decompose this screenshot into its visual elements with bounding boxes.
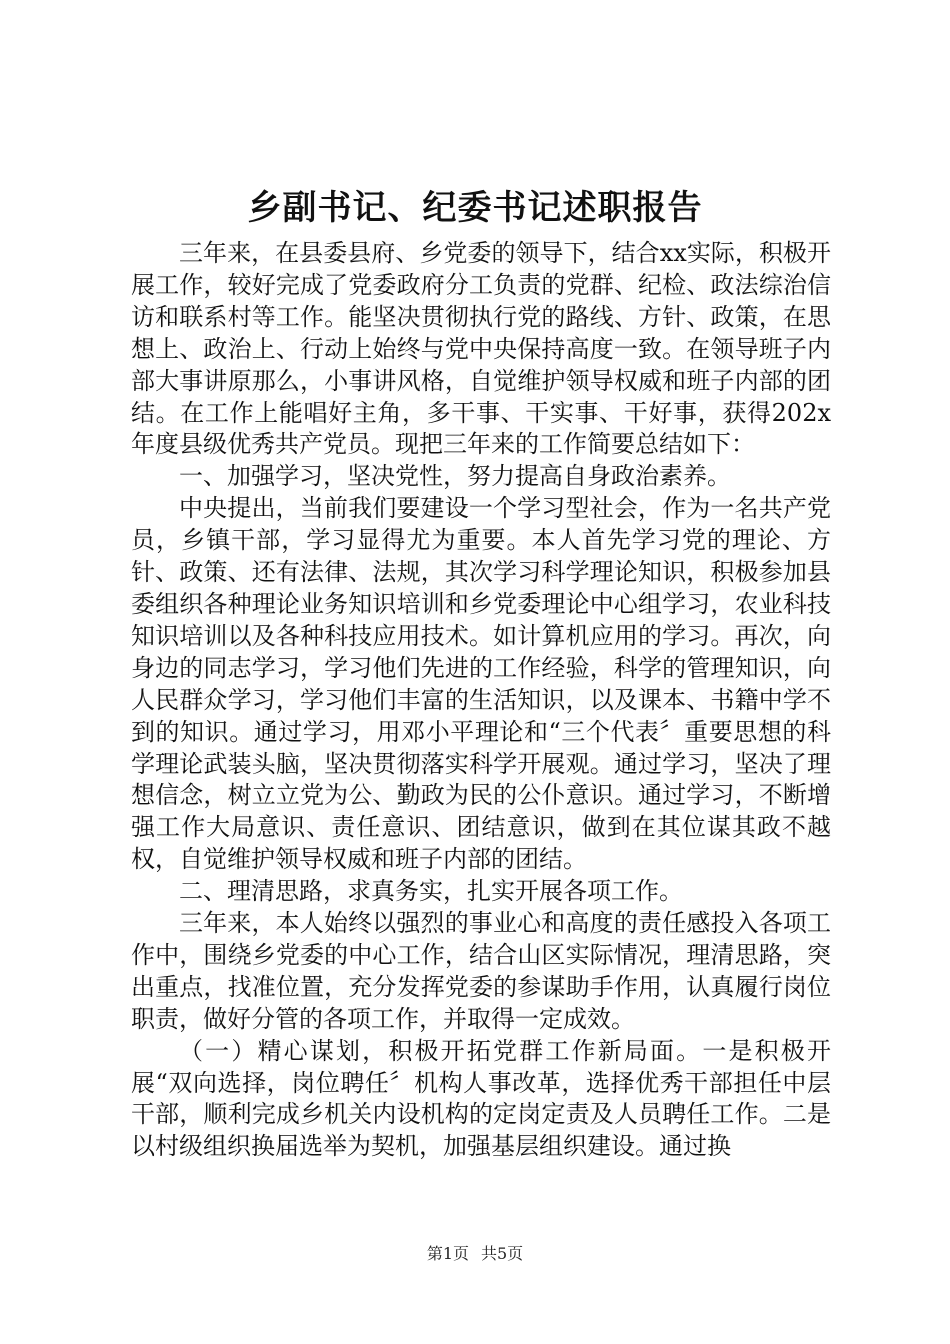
paragraph-work: 三年来，本人始终以强烈的事业心和高度的责任感投入各项工作中，围绕乡党委的中心工作，结合山区实际情况，理清思路，突出重点，找准位置，充分发挥党委的参谋助手作用，认真履行岗位职责，做好分管的各项工作，并取得一定成效。 [131,909,831,1033]
paragraph-intro: 三年来，在县委县府、乡党委的领导下，结合xx实际，积极开展工作，较好完成了党委政府分工负责的党群、纪检、政法综治信访和联系村等工作。能坚决贯彻执行党的路线、方针、政策，在思想上、政治上、行动上始终与党中央保持高度一致。在领导班子内部大事讲原那么，小事讲风格，自觉维护领导权威和班子内部的团结。在工作上能唱好主角，多干事、干实事、干好事，获得202x年度县级优秀共产党员。现把三年来的工作简要总结如下： [131,239,831,459]
document-title: 乡副书记、纪委书记述职报告 [247,188,703,228]
page-number: 第1页 [426,1244,469,1263]
page-total: 共5页 [481,1244,524,1263]
section-heading-2: 二、理清思路，求真务实，扎实开展各项工作。 [179,877,683,906]
page-footer [0,1243,950,1265]
paragraph-study: 中央提出，当前我们要建设一个学习型社会，作为一名共产党员，乡镇干部，学习显得尤为重要。本人首先学习党的理论、方针、政策、还有法律、法规，其次学习科学理论知识，积极参加县委组织各种理论业务知识培训和乡党委理论中心组学习，农业科技知识培训以及各种科技应用技术。如计算机应用的学习。再次，向身边的同志学习，学习他们先进的工作经验，科学的管理知识，向人民群众学习，学习他们丰富的生活知识，以及课本、书籍中学不到的知识。通过学习，用邓小平理论和“三个代表〞重要思想的科学理论武装头脑，坚决贯彻落实科学开展观。通过学习，坚决了理想信念，树立立党为公、勤政为民的公仆意识。通过学习，不断增强工作大局意识、责任意识、团结意识，做到在其位谋其政不越权，自觉维护领导权威和班子内部的团结。 [131,494,831,874]
paragraph-subsection-1: （一）精心谋划，积极开拓党群工作新局面。一是积极开展“双向选择，岗位聘任〞机构人事改革，选择优秀干部担任中层干部，顺利完成乡机关内设机构的定岗定责及人员聘任工作。二是以村级组织换届选举为契机，加强基层组织建设。通过换 [131,1036,831,1161]
section-heading-1: 一、加强学习，坚决党性，努力提高自身政治素养。 [179,462,731,491]
document-body [131,238,831,1163]
